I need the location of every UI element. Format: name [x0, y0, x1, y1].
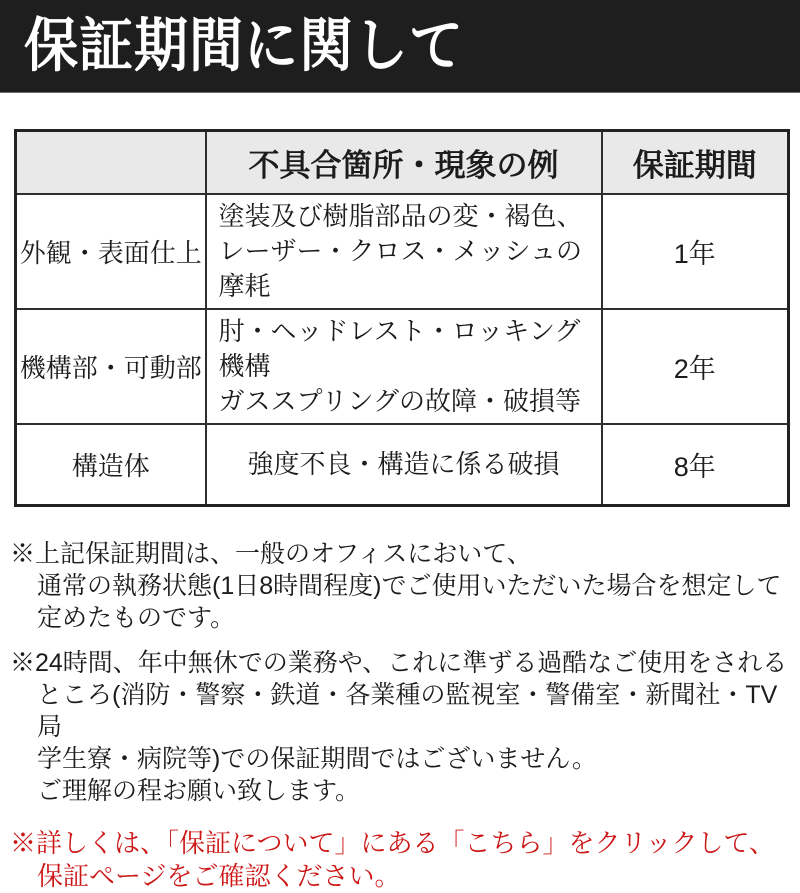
note-line: ところ(消防・警察・鉄道・各業種の監視室・警備室・新聞社・TV局 — [37, 681, 778, 741]
header-cell-defect-example: 不具合箇所・現象の例 — [206, 131, 602, 194]
title-bar — [0, 0, 800, 93]
table-row-structure — [16, 424, 789, 506]
defect-line: 塗装及び樹脂部品の変・褐色、 — [218, 200, 583, 231]
warranty-table — [14, 129, 790, 507]
table-header-row — [16, 131, 789, 194]
category-cell-mechanism: 機構部・可動部 — [16, 309, 206, 424]
defect-line: ガススプリングの故障・破損等 — [218, 385, 581, 416]
defect-line: レーザー・クロス・メッシュの摩耗 — [218, 235, 582, 301]
note-warranty-page-warning — [10, 827, 792, 893]
warning-line: ※詳しくは、「保証について」にある「こちら」をクリックして、 — [10, 828, 775, 858]
note-line: 定めたものです。 — [37, 604, 236, 632]
note-line: ※24時間、年中無休での業務や、これに準ずる過酷なご使用をされる — [10, 649, 788, 677]
defect-line: 肘・ヘッドレスト・ロッキング機構 — [218, 315, 581, 381]
defect-line: 強度不良・構造に係る破損 — [247, 448, 560, 479]
note-24h-usage — [10, 647, 792, 807]
defect-cell-exterior — [206, 194, 602, 309]
note-line: 通常の執務状態(1日8時間程度)でご使用いただいた場合を想定して — [37, 572, 782, 600]
defect-cell-mechanism — [206, 309, 602, 424]
note-office-usage — [10, 538, 792, 634]
period-cell-mechanism: 2年 — [602, 309, 789, 424]
period-cell-structure: 8年 — [602, 424, 789, 506]
table-row-exterior — [16, 194, 789, 309]
note-line: ※上記保証期間は、一般のオフィスにおいて、 — [10, 540, 532, 568]
page-title: 保証期間に関して — [24, 13, 464, 79]
period-cell-exterior: 1年 — [602, 194, 789, 309]
category-cell-structure: 構造体 — [16, 424, 206, 506]
note-line: ご理解の程お願い致します。 — [37, 777, 361, 805]
defect-cell-structure — [206, 424, 602, 506]
notes-section — [10, 538, 792, 893]
warning-line: 保証ページをご確認ください。 — [37, 861, 401, 891]
category-cell-exterior: 外観・表面仕上 — [16, 194, 206, 309]
note-line: 学生寮・病院等)での保証期間ではございません。 — [37, 745, 597, 773]
table-row-mechanism — [16, 309, 789, 424]
header-cell-warranty-period: 保証期間 — [602, 131, 789, 194]
header-cell-corner — [16, 131, 206, 194]
